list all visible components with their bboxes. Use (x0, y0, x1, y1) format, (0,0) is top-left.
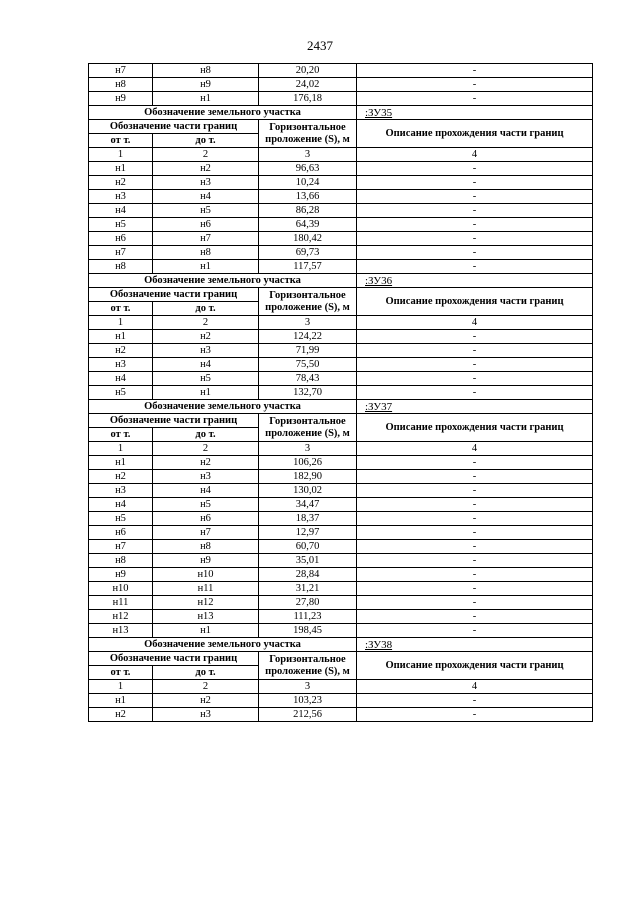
column-number-3: 3 (259, 680, 357, 694)
page-number: 2437 (307, 38, 333, 53)
distance-cell: 96,63 (259, 162, 357, 176)
from-point-cell: н9 (89, 568, 153, 582)
description-cell: - (357, 512, 593, 526)
table-row (89, 162, 593, 176)
plot-code: :ЗУ35 (357, 106, 593, 120)
description-cell: - (357, 92, 593, 106)
table-row (89, 470, 593, 484)
column-number-row (89, 680, 593, 694)
distance-cell: 18,37 (259, 512, 357, 526)
from-point-cell: н6 (89, 232, 153, 246)
distance-cell: 106,26 (259, 456, 357, 470)
distance-cell: 130,02 (259, 484, 357, 498)
distance-cell: 132,70 (259, 386, 357, 400)
distance-cell: 75,50 (259, 358, 357, 372)
boundary-part-header: Обозначение части границ (89, 414, 259, 428)
from-point-header: от т. (89, 302, 153, 316)
distance-cell: 27,80 (259, 596, 357, 610)
to-point-cell: н7 (153, 526, 259, 540)
distance-cell: 69,73 (259, 246, 357, 260)
from-point-cell: н1 (89, 694, 153, 708)
table-row (89, 526, 593, 540)
table-row (89, 456, 593, 470)
to-point-cell: н1 (153, 92, 259, 106)
to-point-cell: н9 (153, 78, 259, 92)
description-cell: - (357, 344, 593, 358)
section-title-row (89, 106, 593, 120)
column-number-2: 2 (153, 680, 259, 694)
to-point-cell: н4 (153, 190, 259, 204)
from-point-cell: н3 (89, 358, 153, 372)
from-point-cell: н9 (89, 92, 153, 106)
column-number-row (89, 316, 593, 330)
table-row (89, 540, 593, 554)
plot-designation-label: Обозначение земельного участка (89, 106, 357, 120)
description-cell: - (357, 162, 593, 176)
from-point-cell: н3 (89, 484, 153, 498)
to-point-cell: н3 (153, 708, 259, 722)
description-cell: - (357, 386, 593, 400)
table-row (89, 694, 593, 708)
distance-cell: 60,70 (259, 540, 357, 554)
to-point-header: до т. (153, 428, 259, 442)
description-cell: - (357, 624, 593, 638)
description-cell: - (357, 596, 593, 610)
column-number-4: 4 (357, 316, 593, 330)
description-header: Описание прохождения части границ (357, 288, 593, 316)
description-cell: - (357, 176, 593, 190)
from-point-cell: н1 (89, 330, 153, 344)
description-cell: - (357, 582, 593, 596)
distance-cell: 35,01 (259, 554, 357, 568)
to-point-header: до т. (153, 302, 259, 316)
table-row (89, 260, 593, 274)
column-number-3: 3 (259, 148, 357, 162)
to-point-cell: н6 (153, 512, 259, 526)
column-number-2: 2 (153, 148, 259, 162)
from-point-cell: н13 (89, 624, 153, 638)
description-cell: - (357, 64, 593, 78)
to-point-header: до т. (153, 666, 259, 680)
header-row-top (89, 120, 593, 134)
distance-cell: 34,47 (259, 498, 357, 512)
header-row-top (89, 414, 593, 428)
column-number-2: 2 (153, 316, 259, 330)
from-point-cell: н12 (89, 610, 153, 624)
to-point-cell: н3 (153, 176, 259, 190)
plot-code: :ЗУ36 (357, 274, 593, 288)
to-point-cell: н10 (153, 568, 259, 582)
table-row (89, 204, 593, 218)
table-row (89, 176, 593, 190)
from-point-cell: н4 (89, 372, 153, 386)
distance-cell: 111,23 (259, 610, 357, 624)
to-point-cell: н4 (153, 484, 259, 498)
to-point-cell: н13 (153, 610, 259, 624)
distance-cell: 71,99 (259, 344, 357, 358)
from-point-header: от т. (89, 134, 153, 148)
distance-cell: 198,45 (259, 624, 357, 638)
table-row (89, 246, 593, 260)
table-row (89, 190, 593, 204)
from-point-cell: н10 (89, 582, 153, 596)
boundary-part-header: Обозначение части границ (89, 288, 259, 302)
table-row (89, 386, 593, 400)
from-point-cell: н2 (89, 708, 153, 722)
table-row (89, 610, 593, 624)
from-point-cell: н8 (89, 260, 153, 274)
to-point-cell: н5 (153, 498, 259, 512)
distance-cell: 124,22 (259, 330, 357, 344)
column-number-1: 1 (89, 680, 153, 694)
description-cell: - (357, 246, 593, 260)
section-title-row (89, 274, 593, 288)
from-point-cell: н2 (89, 176, 153, 190)
column-number-row (89, 442, 593, 456)
description-cell: - (357, 218, 593, 232)
from-point-cell: н4 (89, 204, 153, 218)
distance-cell: 20,20 (259, 64, 357, 78)
description-cell: - (357, 232, 593, 246)
table-row (89, 512, 593, 526)
from-point-cell: н5 (89, 512, 153, 526)
table-row (89, 372, 593, 386)
description-cell: - (357, 78, 593, 92)
distance-cell: 86,28 (259, 204, 357, 218)
to-point-cell: н7 (153, 232, 259, 246)
to-point-cell: н2 (153, 456, 259, 470)
description-cell: - (357, 484, 593, 498)
description-cell: - (357, 260, 593, 274)
table-row (89, 344, 593, 358)
horizontal-distance-header: Горизонтальное проложение (S), м (259, 120, 357, 148)
distance-cell: 117,57 (259, 260, 357, 274)
distance-cell: 176,18 (259, 92, 357, 106)
table-row (89, 484, 593, 498)
description-cell: - (357, 540, 593, 554)
distance-cell: 12,97 (259, 526, 357, 540)
column-number-1: 1 (89, 442, 153, 456)
description-cell: - (357, 330, 593, 344)
header-row-top (89, 652, 593, 666)
table-row (89, 498, 593, 512)
from-point-cell: н3 (89, 190, 153, 204)
to-point-cell: н4 (153, 358, 259, 372)
distance-cell: 28,84 (259, 568, 357, 582)
to-point-cell: н9 (153, 554, 259, 568)
table-row (89, 92, 593, 106)
distance-cell: 103,23 (259, 694, 357, 708)
plot-designation-label: Обозначение земельного участка (89, 400, 357, 414)
distance-cell: 182,90 (259, 470, 357, 484)
horizontal-distance-header: Горизонтальное проложение (S), м (259, 414, 357, 442)
description-cell: - (357, 372, 593, 386)
to-point-cell: н11 (153, 582, 259, 596)
from-point-cell: н8 (89, 78, 153, 92)
table-row (89, 624, 593, 638)
distance-cell: 10,24 (259, 176, 357, 190)
description-header: Описание прохождения части границ (357, 652, 593, 680)
to-point-cell: н3 (153, 470, 259, 484)
table-row (89, 78, 593, 92)
column-number-3: 3 (259, 316, 357, 330)
from-point-cell: н2 (89, 344, 153, 358)
description-cell: - (357, 708, 593, 722)
to-point-cell: н1 (153, 386, 259, 400)
distance-cell: 13,66 (259, 190, 357, 204)
section-title-row (89, 400, 593, 414)
to-point-cell: н5 (153, 204, 259, 218)
boundary-part-header: Обозначение части границ (89, 120, 259, 134)
table-row (89, 568, 593, 582)
to-point-cell: н2 (153, 330, 259, 344)
table-row (89, 554, 593, 568)
from-point-cell: н11 (89, 596, 153, 610)
description-cell: - (357, 568, 593, 582)
boundary-part-header: Обозначение части границ (89, 652, 259, 666)
table-row (89, 596, 593, 610)
from-point-cell: н4 (89, 498, 153, 512)
distance-cell: 64,39 (259, 218, 357, 232)
distance-cell: 78,43 (259, 372, 357, 386)
to-point-cell: н1 (153, 260, 259, 274)
column-number-2: 2 (153, 442, 259, 456)
horizontal-distance-header: Горизонтальное проложение (S), м (259, 652, 357, 680)
from-point-cell: н5 (89, 218, 153, 232)
from-point-cell: н7 (89, 540, 153, 554)
description-cell: - (357, 204, 593, 218)
distance-cell: 180,42 (259, 232, 357, 246)
table-row (89, 330, 593, 344)
table-row (89, 358, 593, 372)
description-cell: - (357, 498, 593, 512)
boundary-table (88, 63, 593, 722)
column-number-4: 4 (357, 680, 593, 694)
description-cell: - (357, 694, 593, 708)
description-cell: - (357, 526, 593, 540)
to-point-cell: н1 (153, 624, 259, 638)
description-cell: - (357, 456, 593, 470)
description-cell: - (357, 470, 593, 484)
header-row-top (89, 288, 593, 302)
table-row (89, 582, 593, 596)
description-cell: - (357, 554, 593, 568)
column-number-3: 3 (259, 442, 357, 456)
from-point-header: от т. (89, 428, 153, 442)
plot-code: :ЗУ37 (357, 400, 593, 414)
column-number-4: 4 (357, 442, 593, 456)
table-row (89, 218, 593, 232)
to-point-cell: н5 (153, 372, 259, 386)
to-point-cell: н12 (153, 596, 259, 610)
distance-cell: 24,02 (259, 78, 357, 92)
from-point-cell: н6 (89, 526, 153, 540)
description-header: Описание прохождения части границ (357, 414, 593, 442)
table-row (89, 708, 593, 722)
to-point-header: до т. (153, 134, 259, 148)
plot-designation-label: Обозначение земельного участка (89, 274, 357, 288)
from-point-cell: н2 (89, 470, 153, 484)
from-point-cell: н1 (89, 162, 153, 176)
description-cell: - (357, 610, 593, 624)
table-row (89, 232, 593, 246)
from-point-cell: н1 (89, 456, 153, 470)
distance-cell: 212,56 (259, 708, 357, 722)
from-point-header: от т. (89, 666, 153, 680)
column-number-4: 4 (357, 148, 593, 162)
plot-code: :ЗУ38 (357, 638, 593, 652)
to-point-cell: н8 (153, 64, 259, 78)
to-point-cell: н2 (153, 694, 259, 708)
horizontal-distance-header: Горизонтальное проложение (S), м (259, 288, 357, 316)
description-cell: - (357, 358, 593, 372)
column-number-row (89, 148, 593, 162)
to-point-cell: н2 (153, 162, 259, 176)
to-point-cell: н8 (153, 540, 259, 554)
from-point-cell: н5 (89, 386, 153, 400)
to-point-cell: н6 (153, 218, 259, 232)
column-number-1: 1 (89, 316, 153, 330)
from-point-cell: н8 (89, 554, 153, 568)
column-number-1: 1 (89, 148, 153, 162)
distance-cell: 31,21 (259, 582, 357, 596)
from-point-cell: н7 (89, 64, 153, 78)
table-row (89, 64, 593, 78)
section-title-row (89, 638, 593, 652)
to-point-cell: н3 (153, 344, 259, 358)
to-point-cell: н8 (153, 246, 259, 260)
description-cell: - (357, 190, 593, 204)
description-header: Описание прохождения части границ (357, 120, 593, 148)
from-point-cell: н7 (89, 246, 153, 260)
plot-designation-label: Обозначение земельного участка (89, 638, 357, 652)
